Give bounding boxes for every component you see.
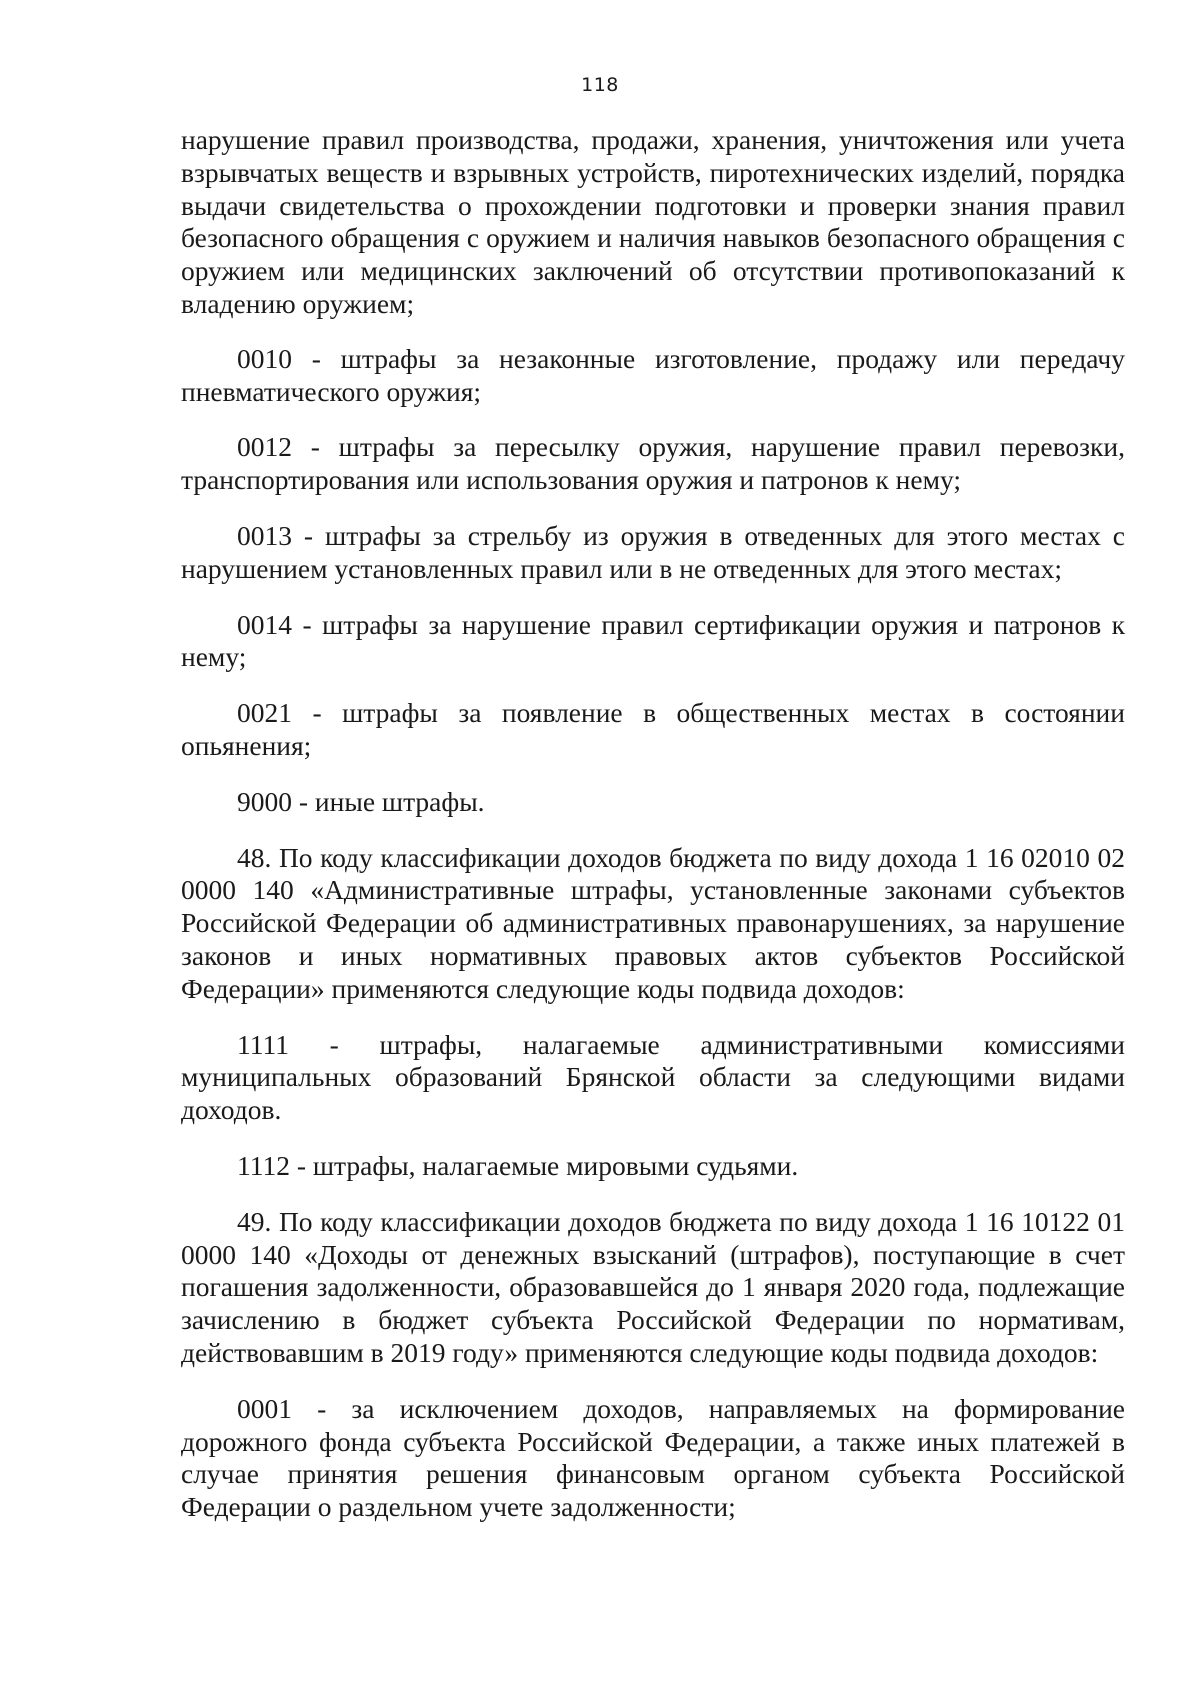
paragraph-code-0001: 0001 - за исключением доходов, направляемых на формирование дорожного фонда субъекта Российской Федерации, а также иных платежей в случае принятия решения финансовым органом субъекта Российской Федерации о раздельном учете задолженности;: [181, 1392, 1125, 1523]
document-body: [181, 124, 1125, 1547]
page-number: 118: [581, 74, 619, 96]
paragraph-code-0013: 0013 - штрафы за стрельбу из оружия в отведенных для этого местах с нарушением установленных правил или в не отведенных для этого местах;: [181, 519, 1125, 584]
paragraph-code-0014: 0014 - штрафы за нарушение правил сертификации оружия и патронов к нему;: [181, 608, 1125, 673]
paragraph-code-1111: 1111 - штрафы, налагаемые административными комиссиями муниципальных образований Брянской области за следующими видами доходов.: [181, 1028, 1125, 1126]
paragraph-item-48: 48. По коду классификации доходов бюджета по виду дохода 1 16 02010 02 0000 140 «Административные штрафы, установленные законами субъектов Российской Федерации об административных правонарушениях, за нарушение законов и иных нормативных правовых актов субъектов Российской Федерации» применяются следующие коды подвида доходов:: [181, 841, 1125, 1004]
paragraph-continuation: нарушение правил производства, продажи, хранения, уничтожения или учета взрывчатых веществ и взрывных устройств, пиротехнических изделий, порядка выдачи свидетельства о прохождении подготовки и проверки знания правил безопасного обращения с оружием и наличия навыков безопасного обращения с оружием или медицинских заключений об отсутствии противопоказаний к владению оружием;: [181, 124, 1125, 319]
paragraph-code-0021: 0021 - штрафы за появление в общественных местах в состоянии опьянения;: [181, 697, 1125, 761]
paragraph-code-0012: 0012 - штрафы за пересылку оружия, нарушение правил перевозки, транспортирования или использования оружия и патронов к нему;: [181, 431, 1125, 496]
paragraph-item-49: 49. По коду классификации доходов бюджета по виду дохода 1 16 10122 01 0000 140 «Доходы от денежных взысканий (штрафов), поступающие в счет погашения задолженности, образовавшейся до 1 января 2020 года, подлежащие зачислению в бюджет субъекта Российской Федерации по нормативам, действовавшим в 2019 году» применяются следующие коды подвида доходов:: [181, 1205, 1125, 1368]
paragraph-code-9000: 9000 - иные штрафы.: [237, 785, 485, 817]
paragraph-code-0010: 0010 - штрафы за незаконные изготовление, продажу или передачу пневматического оружия;: [181, 342, 1125, 407]
paragraph-code-1112: 1112 - штрафы, налагаемые мировыми судьями.: [237, 1149, 799, 1181]
